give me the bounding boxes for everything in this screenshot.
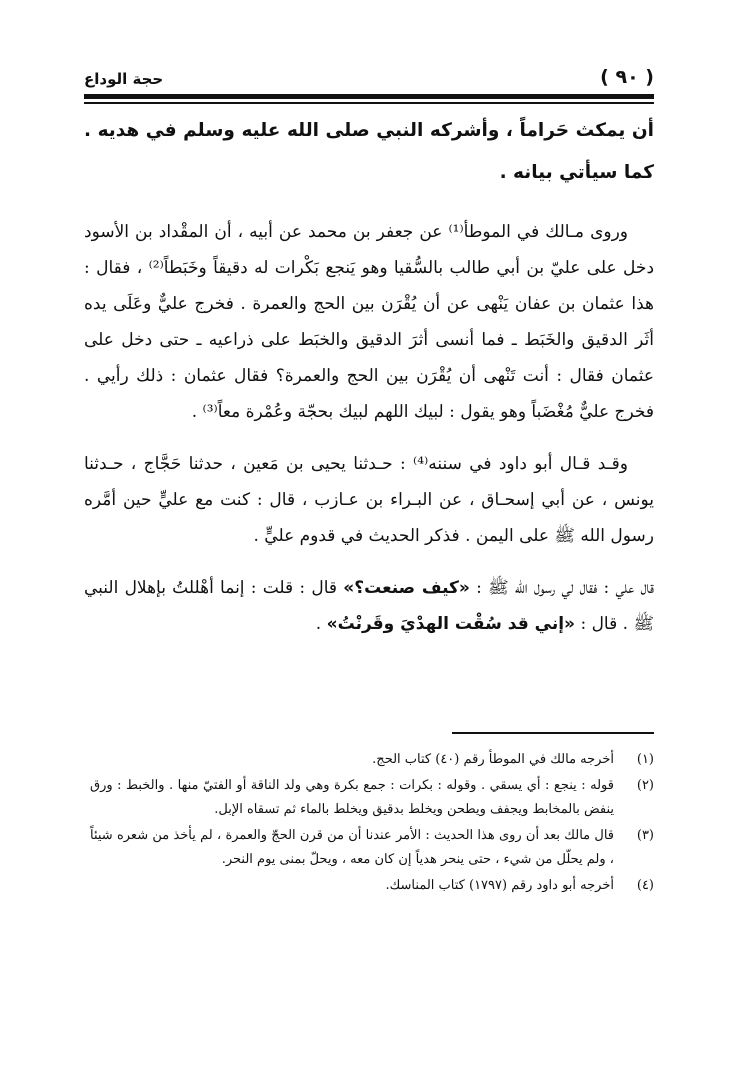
paragraph-4 <box>84 570 654 642</box>
footnote-text: أخرجه مالك في الموطأ رقم (٤٠) كتاب الحج. <box>372 752 614 767</box>
footnote-3 <box>90 824 654 872</box>
footnote-number: (٢) <box>636 778 654 793</box>
page-number: ( ٩٠ ) <box>600 66 654 88</box>
main-text <box>84 110 654 658</box>
paragraph-4-end: . <box>315 614 327 634</box>
hadith-quote-2: «إني قد سُقْت الهدْيَ وقَرنْتُ» <box>326 614 576 634</box>
paragraph-1: أن يمكث حَراماً ، وأشركه النبي صلى الله عليه وسلم في هديه . كما سيأتي بيانه . <box>84 120 654 183</box>
header-rule-thick <box>84 94 654 99</box>
footnote-number: (١) <box>636 752 654 767</box>
footnote-number: (٤) <box>636 878 654 893</box>
paragraph-4-lead: قال علي : فقال لي رسول الله ﷺ : <box>469 578 654 598</box>
footnote-number: (٣) <box>636 828 654 843</box>
footnote-text: أخرجه أبو داود رقم (١٧٩٧) كتاب المناسك. <box>385 878 614 893</box>
page-header <box>84 58 654 88</box>
hadith-quote-1: «كيف صنعت؟» <box>343 578 470 598</box>
footnotes <box>90 748 654 900</box>
footnote-1 <box>90 748 654 772</box>
footnote-text: قال مالك بعد أن روى هذا الحديث : الأمر عندنا أن من قرن الحجّ والعمرة ، لم يأخذ من شعره شيئاً ، ولم يحلّل من شيء ، حتى ينحر هدياً إن كان معه ، ويحلّ بمنى يوم النحر. <box>90 828 614 867</box>
paragraph-3: وقـد قـال أبو داود في سننه⁽⁴⁾ : حـدثنا يحيى بن مَعين ، حدثنا حَجَّاج ، حـدثنا يونس ، عن أبي إسحـاق ، عن البـراء بن عـازب ، قال : كنت مع عليٍّ حين أمَّره رسول الله ﷺ على اليمن . فذكر الحديث في قدوم عليٍّ . <box>84 454 654 546</box>
footnote-separator <box>452 732 654 734</box>
footnote-4 <box>90 874 654 898</box>
paragraph-2: وروى مـالك في الموطأ⁽¹⁾ عن جعفر بن محمد عن أبيه ، أن المقْداد بن الأسود دخل على عليّ بن أبي طالب بالسُّقيا وهو يَنجع بَكْرات له دقيقاً وخَبَطاً⁽²⁾ ، فقال : هذا عثمان بن عفان يَنْهى عن أن يُقْرَن بين الحج والعمرة . فخرج عليٌّ وعَلَى يده أثَر الدقيق والخَبَط ـ فما أنسى أثرَ الدقيق والخبَط على ذراعيه ـ حتى دخل على عثمان فقال : أنت تَنْهى أن يُقْرَن بين الحج والعمرة؟ فقال عثمان : ذلك رأيي . فخرج عليٌّ مُغْضَباً وهو يقول : لبيك اللهم لبيك بحجّة وعُمْرة معاً⁽³⁾ . <box>84 222 655 422</box>
footnote-2 <box>90 774 654 822</box>
running-title: حجة الوداع <box>84 70 164 88</box>
paragraph-4-middle: قال : قلت : إنما أهْللتُ بإهلال النبي ﷺ . قال : <box>84 578 654 634</box>
header-rule-thin <box>84 102 654 104</box>
footnote-text: قوله : ينجع : أي يسقي . وقوله : بكرات : جمع بكرة وهي ولد الناقة أو الفتيّ منها . والخبط : ورق ينفض بالمخابط ويجفف ويطحن ويخلط بدقيق ويخلط بالماء ثم تسقاه الإبل. <box>90 778 614 817</box>
